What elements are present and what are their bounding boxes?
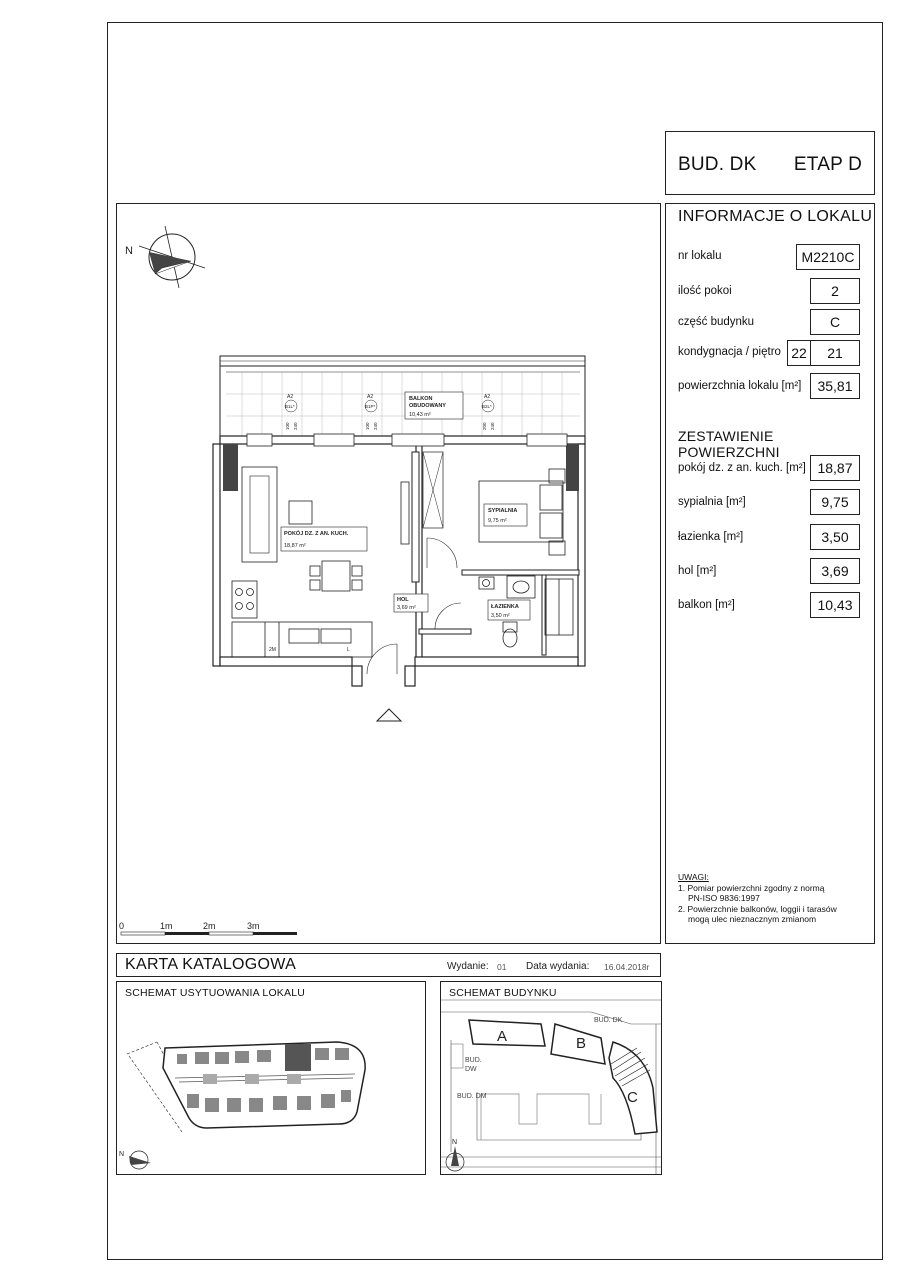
bathroom-name: ŁAZIENKA [491, 604, 519, 610]
kitchen-counter [232, 581, 372, 657]
svg-text:240: 240 [373, 422, 378, 430]
building-part-label: część budynku [678, 316, 755, 328]
stage-name: ETAP D [793, 154, 862, 175]
entry-door-swing [367, 644, 397, 674]
bud-dm-outline [481, 1094, 601, 1140]
floor-plan-panel [116, 203, 661, 944]
note-line-4: mogą ulec nieznacznym zmianom [688, 914, 817, 924]
balcony-area-label: balkon [m²] [678, 599, 735, 611]
notes-title: UWAGI: [678, 872, 709, 882]
bath-door-swing [435, 603, 461, 629]
apartment-info-panel [665, 203, 875, 944]
pier-left [223, 444, 238, 491]
pier-right [566, 444, 579, 491]
date-label: Data wydania: [526, 961, 590, 972]
building-part-value: C [810, 309, 860, 335]
balcony-area: 10,43 m² [409, 412, 431, 418]
section-c-outline [609, 1042, 657, 1134]
highlighted-unit [285, 1044, 311, 1071]
bud-dw-outline [451, 1044, 463, 1068]
hall-area-value: 3,69 [810, 558, 860, 584]
window-tag-1 [285, 394, 298, 430]
building-outline [163, 1042, 365, 1128]
svg-text:A2: A2 [367, 394, 374, 400]
site-north-icon [129, 1151, 151, 1169]
note-line-3: 2. Powierzchnie balkonów, loggii i tarasów [678, 903, 837, 914]
bud-dm-label: BUD. DM [457, 1093, 487, 1100]
building-header [665, 131, 875, 195]
total-area-label: powierzchnia lokalu [m²] [678, 380, 802, 392]
svg-text:B2L*: B2L* [482, 404, 492, 409]
site-schema-drawing [117, 982, 425, 1174]
svg-text:A2: A2 [484, 394, 491, 400]
hall-area: 3,69 m² [397, 605, 416, 611]
site-schema-panel [116, 981, 426, 1175]
fridge-mark: 2M [269, 647, 276, 653]
floor-value: 21 [810, 340, 860, 366]
svg-text:100: 100 [365, 422, 370, 430]
catalog-card-title: KARTA KATALOGOWA [125, 956, 297, 973]
hall-name: HOL [397, 597, 409, 603]
edition-label: Wydanie: [447, 961, 489, 972]
living-area-label: pokój dz. z an. kuch. [m²] [678, 462, 806, 474]
bathroom-area-label: łazienka [m²] [678, 531, 744, 543]
section-a-label: A [497, 1028, 508, 1045]
note-line-1: 1. Pomiar powierzchni zgodny z normą [678, 882, 825, 893]
areas-title: ZESTAWIENIE POWIERZCHNI [678, 428, 780, 460]
bud-dk-label: BUD. DK [594, 1017, 623, 1024]
svg-text:A2: A2 [287, 394, 294, 400]
note-line-2: PN-ISO 9836:1997 [688, 893, 760, 903]
sink-mark: L [347, 647, 350, 653]
building-north-label: N [452, 1139, 458, 1146]
scale-3m: 3m [247, 921, 260, 931]
notes [678, 872, 837, 925]
living-room-area: 18,87 m² [284, 543, 306, 549]
scale-1m: 1m [160, 921, 173, 931]
scale-bar [121, 932, 297, 935]
living-area-value: 18,87 [810, 455, 860, 481]
bedroom-area-label: sypialnia [m²] [678, 496, 746, 508]
svg-text:100: 100 [285, 422, 290, 430]
edition-value: 01 [497, 962, 507, 972]
bedroom-door-swing [427, 538, 457, 568]
section-b-label: B [576, 1035, 587, 1052]
balcony [220, 356, 585, 436]
bud-dw-label-2: DW [465, 1066, 477, 1073]
catalog-card-bar [116, 953, 661, 977]
balcony-area-value: 10,43 [810, 592, 860, 618]
balcony-name: BALKON [409, 396, 433, 402]
floor-label: kondygnacja / piętro [678, 346, 781, 358]
unit-number-value: M2210C [796, 244, 860, 270]
armchair [289, 501, 312, 524]
sofa [242, 467, 277, 562]
bathroom-area: 3,50 m² [491, 613, 510, 619]
bud-dw-label-1: BUD. [465, 1057, 482, 1064]
balcony-name-2: OBUDOWANY [409, 403, 446, 409]
window-tag-2 [365, 394, 378, 430]
bathroom-area-value: 3,50 [810, 524, 860, 550]
living-room-name: POKÓJ DZ. Z AN. KUCH. [284, 531, 349, 537]
svg-text:240: 240 [293, 422, 298, 430]
svg-text:200: 200 [482, 422, 487, 430]
rooms-count-value: 2 [810, 278, 860, 304]
bedroom-name: SYPIALNIA [488, 508, 518, 514]
hall-area-label: hol [m²] [678, 565, 717, 577]
site-schema-title: SCHEMAT USYTUOWANIA LOKALU [125, 987, 306, 999]
bedroom-area-value: 9,75 [810, 489, 860, 515]
north-compass-icon [139, 226, 205, 288]
section-c-label: C [627, 1089, 638, 1106]
unit-number-label: nr lokalu [678, 250, 722, 262]
building-name: BUD. DK [678, 154, 757, 175]
north-label: N [125, 245, 133, 257]
bedroom-area: 9,75 m² [488, 518, 507, 524]
window-tag-3 [482, 394, 495, 430]
entrance-arrow-icon [377, 709, 401, 721]
svg-text:240: 240 [490, 422, 495, 430]
date-value: 16.04.2018r [604, 962, 650, 972]
tv-cabinet [401, 482, 409, 544]
storey-value: 22 [787, 340, 811, 366]
svg-text:B1P*: B1P* [365, 404, 376, 409]
scale-0: 0 [119, 921, 125, 931]
site-north-label: N [119, 1151, 125, 1158]
building-schema-title: SCHEMAT BUDYNKU [449, 987, 557, 999]
dining-table [310, 561, 362, 591]
rooms-count-label: ilość pokoi [678, 285, 732, 297]
scale-2m: 2m [203, 921, 216, 931]
building-schema-panel [440, 981, 662, 1175]
building-schema-drawing [441, 982, 661, 1174]
total-area-value: 35,81 [810, 373, 860, 399]
info-title: INFORMACJE O LOKALU [678, 208, 873, 225]
floor-plan-drawing [117, 204, 660, 943]
svg-text:B1L*: B1L* [285, 404, 295, 409]
